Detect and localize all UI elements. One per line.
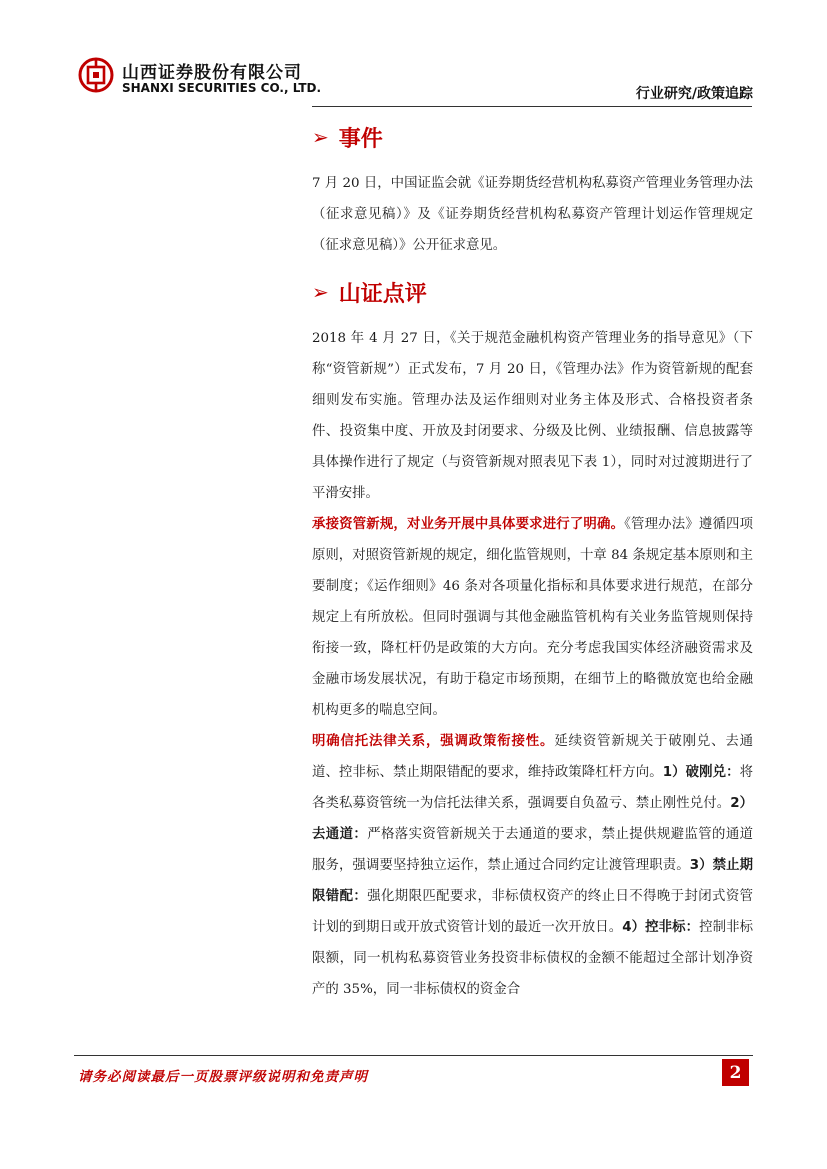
paragraph-text: 将各类私募资管统一为信托法律关系，强调要自负盈亏、禁止刚性兑付。 <box>312 765 753 811</box>
paragraph-text: 延续资管新规关于破刚兑、去通道、控非标、禁止期限错配的要求，维持政策降杠杆方向。 <box>312 734 753 780</box>
bold-text: 3）禁止期限错配： <box>312 858 753 904</box>
bold-text: 4）控非标： <box>622 920 700 935</box>
company-logo <box>78 57 114 93</box>
paragraph-text: 严格落实资管新规关于去通道的要求，禁止提供规避监管的通道服务，强调要坚持独立运作，禁止通过合同约定让渡管理职责。 <box>312 827 754 873</box>
main-content <box>312 114 753 1005</box>
paragraph-text: 控制非标限额，同一机构私募资管业务投资非标债权的金额不能超过全部计划净资产的 35%，同一非标债权的资金合 <box>312 920 754 997</box>
section-title-text: 事件 <box>338 126 383 152</box>
section-title-event <box>312 114 753 160</box>
highlight-text: 明确信托法律关系，强调政策衔接性。 <box>312 734 555 749</box>
paragraph-text: 《管理办法》遵循四项原则，对照资管新规的规定，细化监管规则，十章 84 条规定基本原则和主要制度；《运作细则》46 条对各项量化指标和具体要求进行规范，在部分规定上有所放松。但同时强调与其他金融监管机构有关业务监管规则保持衔接一致，降杠杆仍是政策的大方向。充分考虑我国实体经济融资需求及金融市场发展状况，有助于稳定市场预期，在细节上的略微放宽也给金融机构更多的喘息空间。 <box>312 517 753 718</box>
company-name-en: SHANXI SECURITIES CO., LTD. <box>122 81 322 95</box>
bold-text: 1）破刚兑： <box>662 765 740 780</box>
paragraph-text: 强化期限匹配要求，非标债权资产的终止日不得晚于封闭式资管计划的到期日或开放式资管计划的最近一次开放日。 <box>312 889 754 935</box>
paragraph-text: 7 月 20 日，中国证监会就《证券期货经营机构私募资产管理业务管理办法（征求意见稿）》及《证券期货经营机构私募资产管理计划运作管理规定（征求意见稿）》公开征求意见。 <box>312 176 753 253</box>
section-title-text: 山证点评 <box>338 281 427 307</box>
paragraph-text: 2018 年 4 月 27 日，《关于规范金融机构资产管理业务的指导意见》（下称“资管新规”）正式发布，7 月 20 日，《管理办法》作为资管新规的配套细则发布实施。管理办法及运作细则对业务主体及形式、合格投资者条件、投资集中度、开放及封闭要求、分级及比例、业绩报酬、信息披露等具体操作进行了规定（与资管新规对照表见下表 1），同时对过渡期进行了平滑安排。 <box>312 331 753 501</box>
page-header <box>0 0 827 110</box>
section-title-review <box>312 269 753 315</box>
footer-divider <box>74 1055 753 1056</box>
chevron-right-icon: ➢ <box>312 280 329 304</box>
paragraph <box>312 509 753 726</box>
report-category: 行业研究/政策追踪 <box>635 86 753 102</box>
header-divider <box>312 106 752 107</box>
company-name-cn: 山西证券股份有限公司 <box>122 63 302 83</box>
disclaimer-link[interactable]: 请务必阅读最后一页股票评级说明和免责声明 <box>78 1069 368 1085</box>
chevron-right-icon: ➢ <box>312 125 329 149</box>
page-number: 2 <box>722 1059 749 1086</box>
paragraph <box>312 323 753 509</box>
bold-text: 2）去通道： <box>312 796 753 842</box>
paragraph <box>312 726 753 1005</box>
highlight-text: 承接资管新规，对业务开展中具体要求进行了明确。 <box>312 517 625 532</box>
paragraph <box>312 168 753 261</box>
